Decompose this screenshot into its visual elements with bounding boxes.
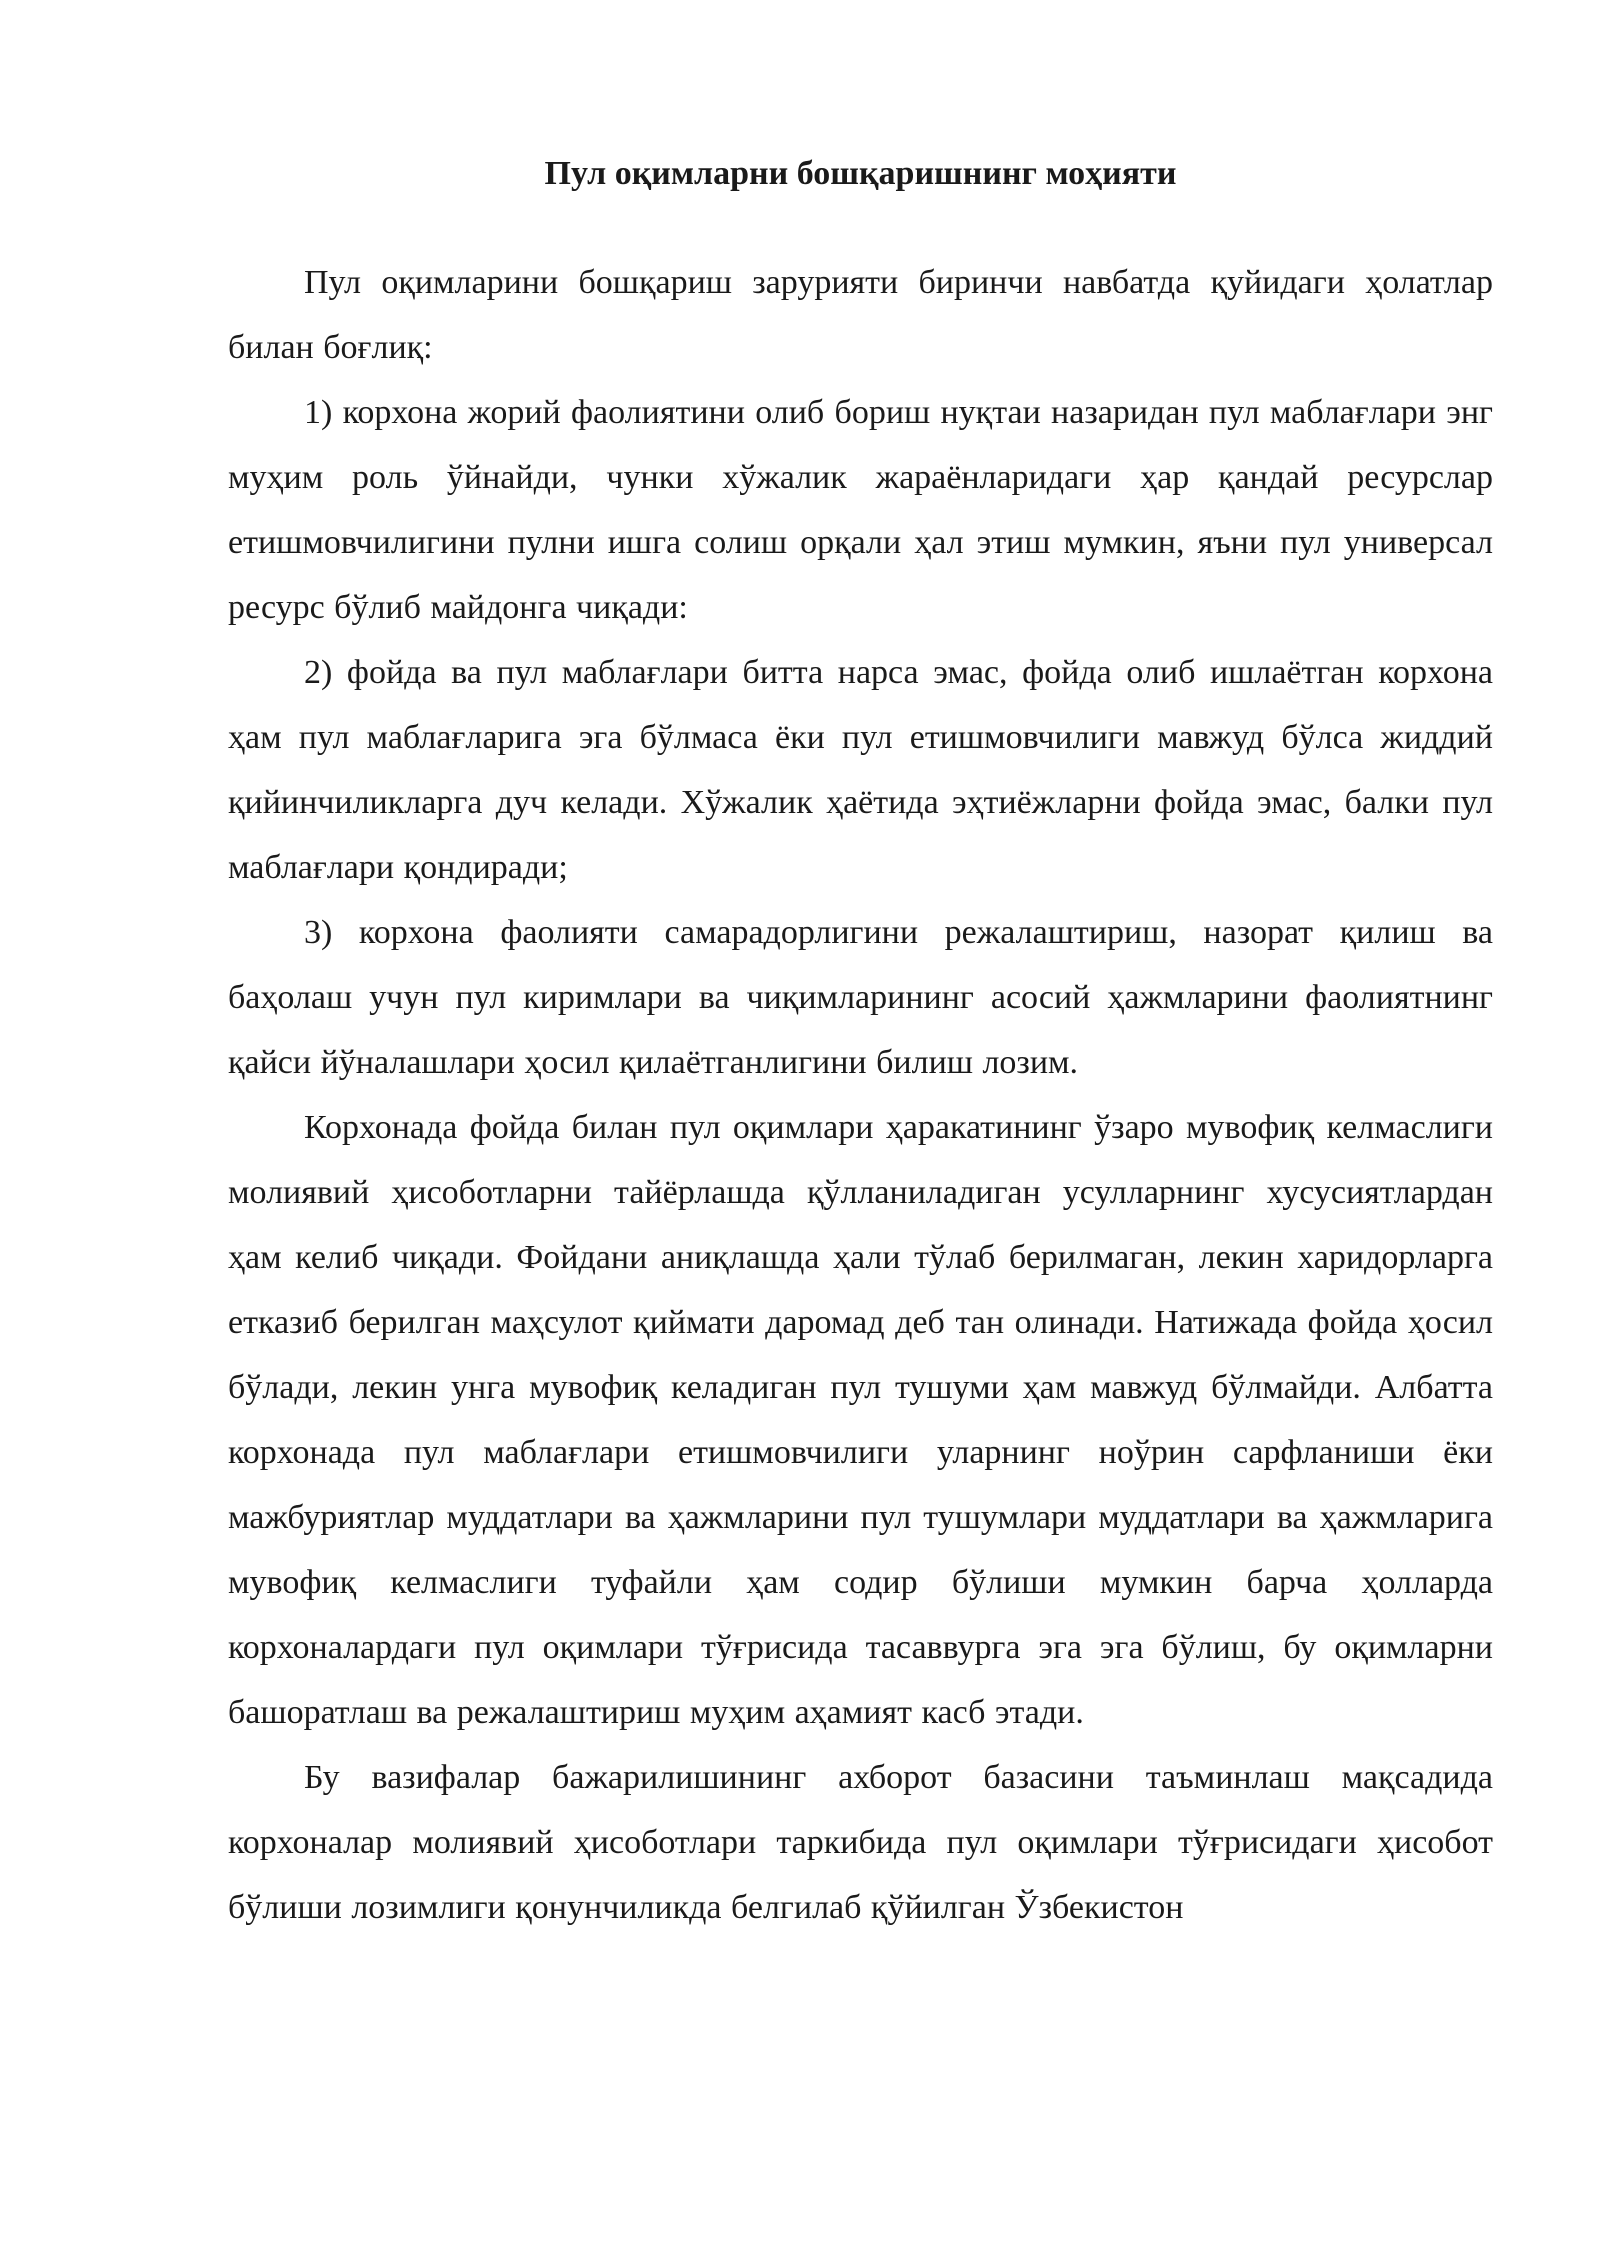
paragraph-reporting: Бу вазифалар бажарилишининг ахборот базасини таъминлаш мақсадида корхоналар молиявий ҳисоботлари таркибида пул оқимлари тўғрисидаги ҳисобот бўлиши лозимлиги қонунчиликда белгилаб қўйилган Ўзбекистон xyxy=(228,1759,1493,1926)
document-page xyxy=(228,150,1493,1940)
paragraph-profit-cashflow: Корхонада фойда билан пул оқимлари ҳаракатининг ўзаро мувофиқ келмаслиги молиявий ҳисоботларни тайёрлашда қўлланиладиган усулларнинг хусусиятлардан ҳам келиб чиқади. Фойдани аниқлашда ҳали тўлаб берилмаган, лекин харидорларга етказиб берилган маҳсулот қиймати даромад деб тан олинади. Натижада фойда ҳосил бўлади, лекин унга мувофиқ келадиган пул тушуми ҳам мавжуд бўлмайди. Албатта корхонада пул маблағлари етишмовчилиги уларнинг ноўрин сарфланиши ёки мажбуриятлар муддатлари ва ҳажмларини пул тушумлари муддатлари ва ҳажмларига мувофиқ келмаслиги туфайли ҳам содир бўлиши мумкин барча ҳолларда корхоналардаги пул оқимлари тўғрисида тасаввурга эга эга бўлиш, бу оқимларни башоратлаш ва режалаштириш муҳим аҳамият касб этади. xyxy=(228,1109,1493,1731)
document-title: Пул оқимларни бошқаришнинг моҳияти xyxy=(544,155,1177,192)
paragraph-point-1: 1) корхона жорий фаолиятини олиб бориш нуқтаи назаридан пул маблағлари энг муҳим роль ўйнайди, чунки хўжалик жараёнларидаги ҳар қандай ресурслар етишмовчилигини пулни ишга солиш орқали ҳал этиш мумкин, яъни пул универсал ресурс бўлиб майдонга чиқади: xyxy=(228,394,1493,626)
paragraph-intro: Пул оқимларини бошқариш зарурияти биринчи навбатда қуйидаги ҳолатлар билан боғлиқ: xyxy=(228,264,1493,366)
paragraph-point-2: 2) фойда ва пул маблағлари битта нарса эмас, фойда олиб ишлаётган корхона ҳам пул маблағларига эга бўлмаса ёки пул етишмовчилиги мавжуд бўлса жиддий қийинчиликларга дуч келади. Хўжалик ҳаётида эҳтиёжларни фойда эмас, балки пул маблағлари қондиради; xyxy=(228,654,1493,886)
paragraph-point-3: 3) корхона фаолияти самарадорлигини режалаштириш, назорат қилиш ва баҳолаш учун пул киримлари ва чиқимларининг асосий ҳажмларини фаолиятнинг қайси йўналашлари ҳосил қилаётганлигини билиш лозим. xyxy=(228,914,1493,1081)
